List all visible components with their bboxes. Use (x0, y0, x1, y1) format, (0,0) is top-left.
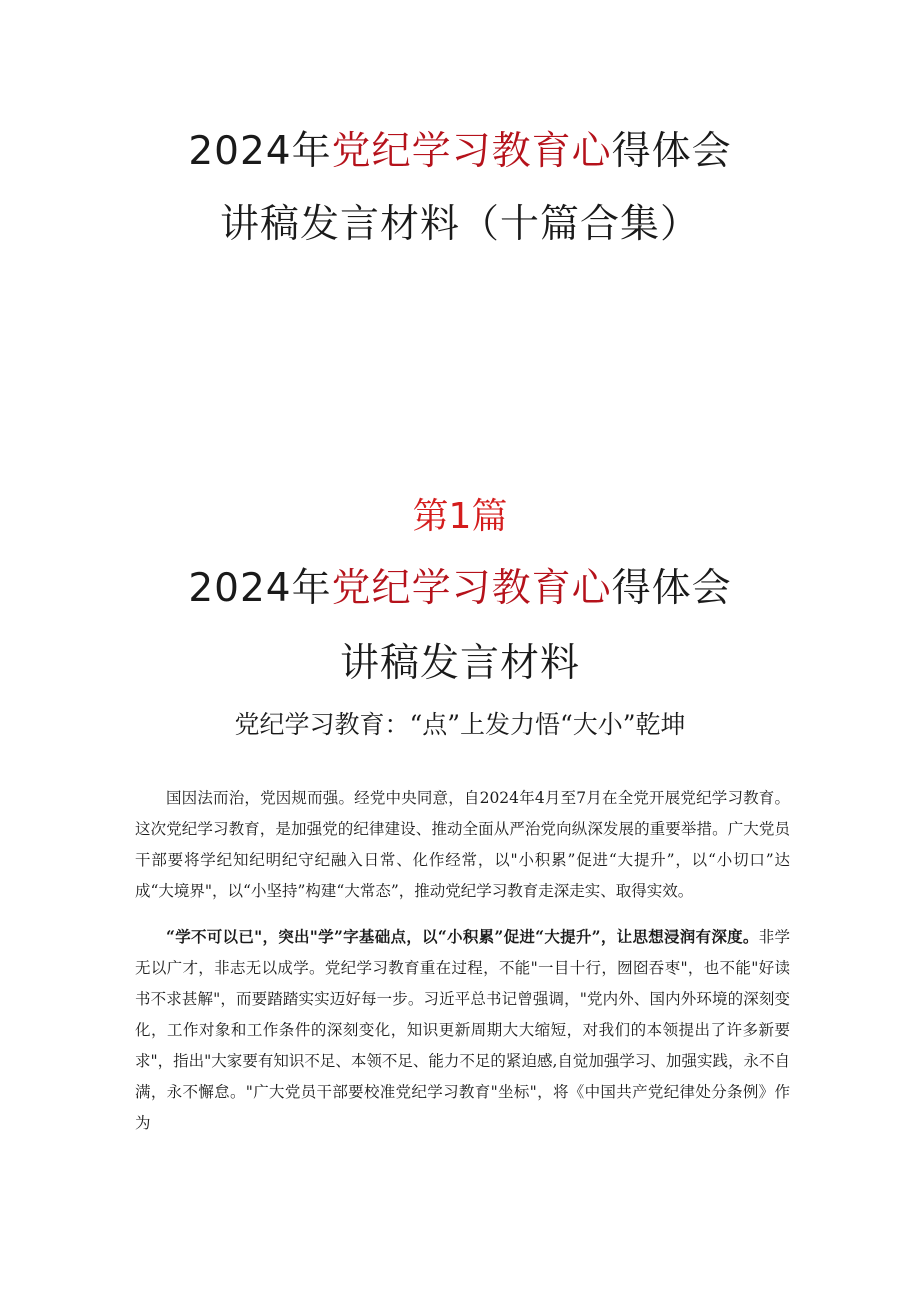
chapter-title-suffix: 得体会 (611, 566, 732, 611)
paragraph-2-lead: “学不可以已"，突出"学”字基础点，以“小积累”促进“大提升”，让思想浸润有深度。 (166, 927, 759, 946)
chapter-title-line-1 (0, 557, 920, 613)
chapter-title-line-2: 讲稿发言材料 (339, 641, 580, 686)
cover-title-red-part: 党纪学习教育心 (331, 129, 612, 174)
paragraph-2 (135, 921, 790, 1139)
paragraph-1: 国因法而治，党因规而强。经党中央同意，自2024年4月至7月在全党开展党纪学习教育。这次党纪学习教育，是加强党的纪律建设、推动全面从严治党向纵深发展的重要举措。广大党员干部要将学纪知纪明纪守纪融入日常、化作经常，以"小积累”促进“大提升”，以“小切口”达成“大境界"，以“小坚持”构建“大常态”，推动党纪学习教育走深走实、取得实效。 (135, 789, 790, 900)
cover-title-suffix: 得体会 (611, 129, 732, 174)
paragraph-2-body: 非学无以广才，非志无以成学。党纪学习教育重在过程，不能"一目十行，囫囵吞枣"，也不能"好读书不求甚解"，而要踏踏实实迈好每一步。习近平总书记曾强调，"党内外、国内外环境的深刻变化，工作对象和工作条件的深刻变化，知识更新周期大大缩短，对我们的本领提出了许多新要求"，指出"大家要有知识不足、本领不足、能力不足的紧迫感,自觉加强学习、加强实践，永不自满，永不懈怠。"广大党员干部要校准党纪学习教育"坐标"，将《中国共产党纪律处分条例》作为 (135, 928, 790, 1132)
body-text (135, 783, 790, 1139)
cover-title-year: 2024年 (188, 129, 332, 174)
chapter-subheading: 党纪学习教育：“点”上发力悟“大小”乾坤 (234, 710, 686, 739)
cover-title-line-2: 讲稿发言材料（十篇合集） (219, 202, 700, 247)
chapter-title-year: 2024年 (188, 566, 332, 611)
cover-title-line-1 (0, 120, 920, 176)
chapter-label: 第1篇 (412, 496, 508, 537)
chapter-title-red-part: 党纪学习教育心 (331, 566, 612, 611)
